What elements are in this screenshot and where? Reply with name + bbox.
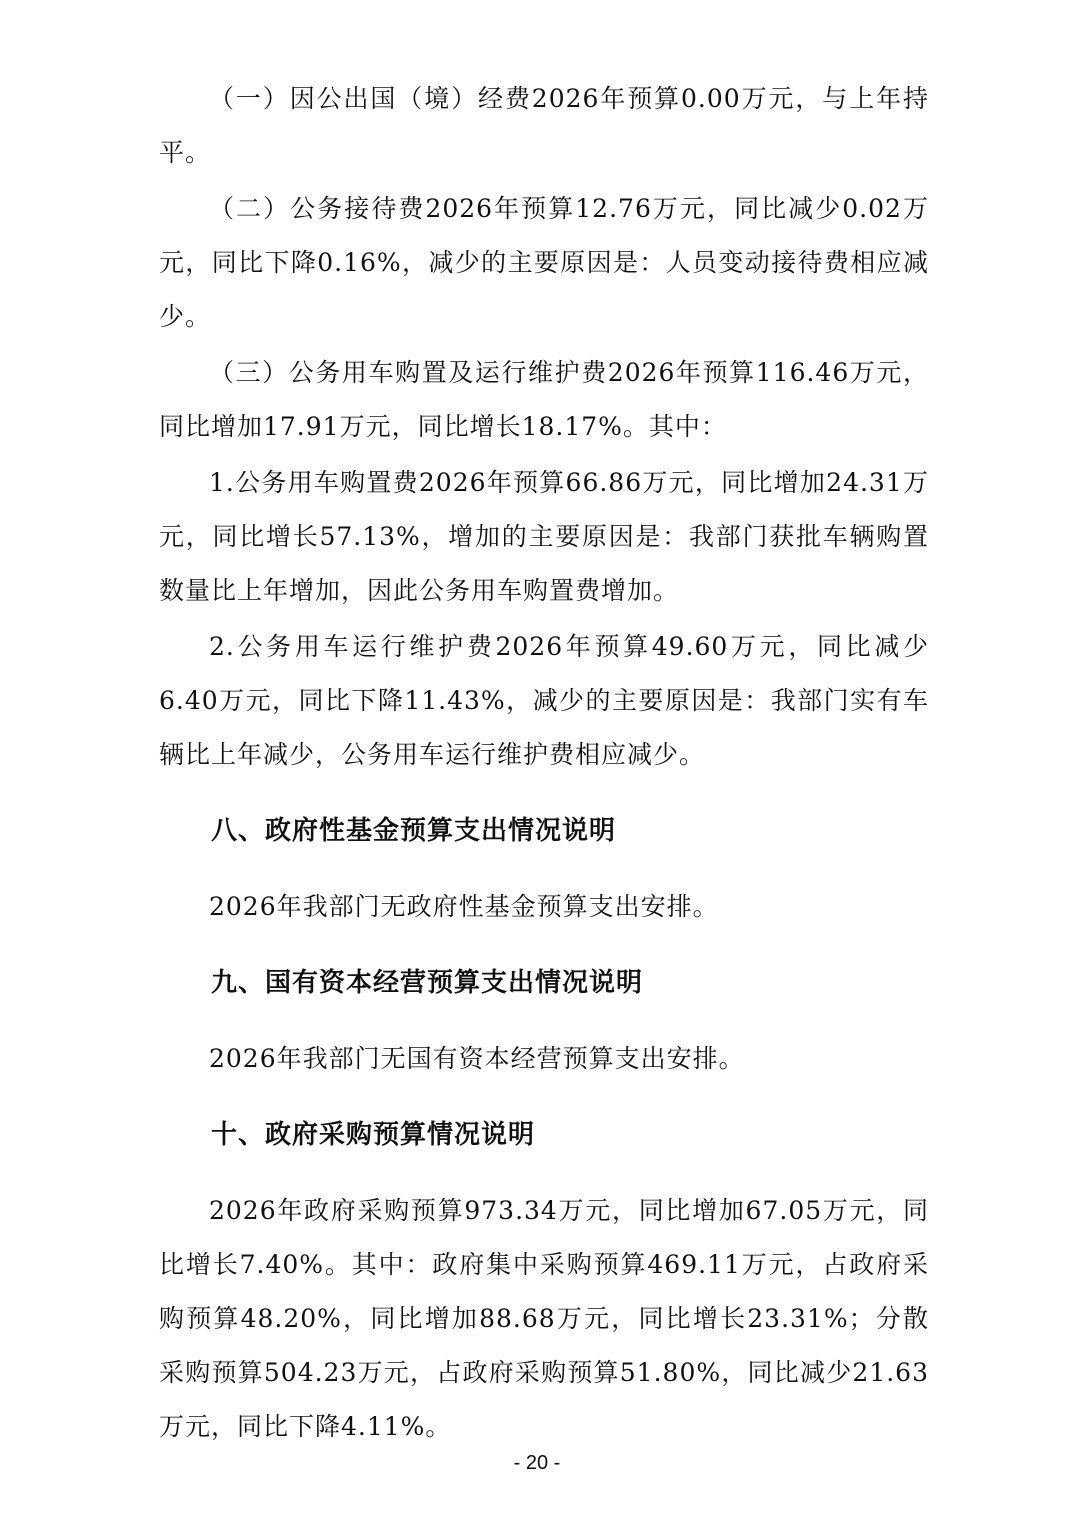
paragraph-vehicle-expenses: （三）公务用车购置及运行维护费2026年预算116.46万元，同比增加17.91万元，同比增长18.17%。其中： [159,358,929,441]
heading-procurement-budget: 十、政府采购预算情况说明 [211,1120,536,1150]
paragraph-state-capital-budget: 2026年我部门无国有资本经营预算支出安排。 [209,1044,745,1073]
document-body [159,72,929,1456]
paragraph-government-fund-budget: 2026年我部门无政府性基金预算支出安排。 [209,892,719,921]
heading-state-capital-budget: 九、国有资本经营预算支出情况说明 [211,968,644,998]
paragraph-vehicle-purchase: 1.公务用车购置费2026年预算66.86万元，同比增加24.31万元，同比增长57.13%，增加的主要原因是：我部门获批车辆购置数量比上年增加，因此公务用车购置费增加。 [159,468,929,605]
page-number: - 20 - [513,1452,561,1474]
heading-government-fund-budget: 八、政府性基金预算支出情况说明 [211,816,617,846]
paragraph-procurement-budget: 2026年政府采购预算973.34万元，同比增加67.05万元，同比增长7.40%。其中：政府集中采购预算469.11万元，占政府采购预算48.20%，同比增加88.68万元，同比增长23.31%；分散采购预算504.23万元，占政府采购预算51.80%，同比减少21.63万元，同比下降4.11%。 [159,1196,929,1441]
paragraph-reception-expenses: （二）公务接待费2026年预算12.76万元，同比减少0.02万元，同比下降0.16%，减少的主要原因是：人员变动接待费相应减少。 [159,194,929,331]
paragraph-overseas-expenses: （一）因公出国（境）经费2026年预算0.00万元，与上年持平。 [159,84,929,167]
paragraph-vehicle-maintenance: 2.公务用车运行维护费2026年预算49.60万元，同比减少6.40万元，同比下降11.43%，减少的主要原因是：我部门实有车辆比上年减少，公务用车运行维护费相应减少。 [159,632,929,769]
